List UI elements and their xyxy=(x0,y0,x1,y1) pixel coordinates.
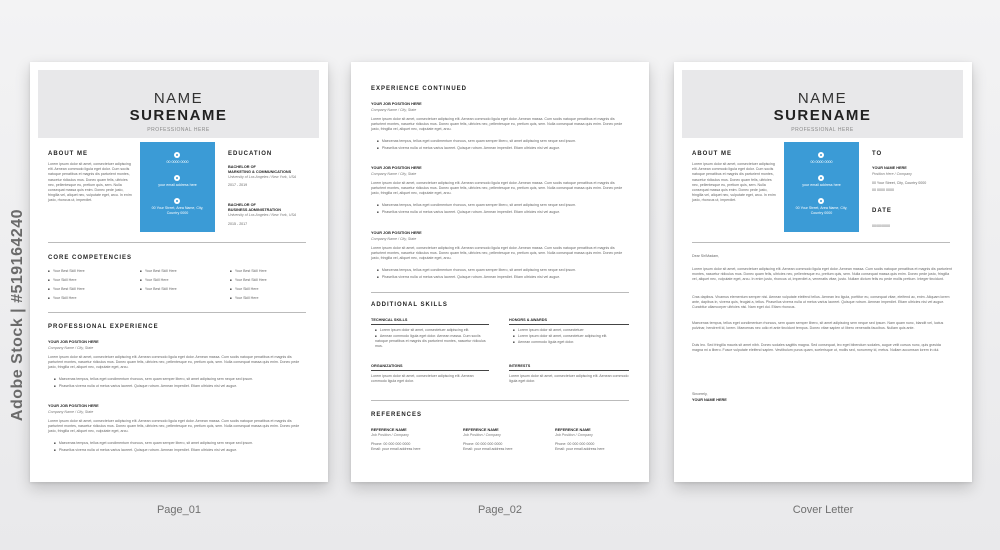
column-rule xyxy=(371,370,489,371)
job-company: Company Name / City, State xyxy=(371,172,417,176)
letter-paragraph: Duis leo. Sed fringilla mauris sit amet nibh. Donec sodales sagittis magna. Sed consequat, leo eget bibendum sodales, augue velit cursus nunc, quis gravida magna mi a libero. Fusce vulputate eleifend sapien. Vestibulum purus quam, scelerisque ut, mollis sed, nonummy id, metus. Nullam accumsan lorem in dui. xyxy=(692,343,941,353)
email-icon xyxy=(818,175,824,181)
reference-name: REFERENCE NAME xyxy=(371,428,407,432)
recipient-phone: 00 0000 0000 xyxy=(872,188,894,192)
first-name: NAME xyxy=(797,90,848,107)
caption-page-1: Page_01 xyxy=(156,504,202,516)
skill-item: ■ Your Skill Here xyxy=(230,287,258,292)
about-me-heading: ABOUT ME xyxy=(48,151,88,157)
reference-phone: Phone: 00 000 000 0000 xyxy=(555,442,595,446)
edu-years-1: 2017 - 2019 xyxy=(228,183,248,187)
contact-email: your email address here xyxy=(802,183,841,187)
core-competencies-heading: CORE COMPETENCIES xyxy=(48,255,133,261)
contact-card xyxy=(140,142,215,232)
skill-item: ■ Your Best Skill Here xyxy=(48,269,85,274)
job-title: YOUR JOB POSITION HERE xyxy=(371,102,422,106)
job-bullet: ■ Phasellus viverra nulla ut metus varius laoreet. Quisque rutrum. Aenean imperdiet. Etiam ultricies nisi vel augue. xyxy=(54,448,304,453)
interests-text: Lorem ipsum dolor sit amet, consectetuer adipiscing elit. Aenean commodo ligula eget dolor. xyxy=(509,374,629,384)
job-description: Lorem ipsum dolor sit amet, consectetuer adipiscing elit. Aenean commodo ligula eget dolor. Aenean massa. Cum sociis natoque penatibus et magnis dis parturient montes, nascetur ridiculus mus. Donec quam felis, ultricies nec, pellentesque eu, pretium quis, sem. Nulla consequat massa quis enim. Donec pede justo, fringilla vel, aliquet nec, vulputate eget, arcu. xyxy=(48,419,300,434)
job-title: YOUR JOB POSITION HERE xyxy=(48,404,99,408)
technical-skills-title: TECHNICAL SKILLS xyxy=(371,318,408,322)
about-me-heading: ABOUT ME xyxy=(692,151,732,157)
contact-card xyxy=(784,142,859,232)
caption-page-2: Page_02 xyxy=(477,504,523,516)
letter-paragraph: Lorem ipsum dolor sit amet, consectetuer adipiscing elit. Aenean commodo ligula eget dolor. Aenean massa. Cum sociis natoque penatibus et magnis dis parturient montes, nascetur ridiculus mus. Donec quam felis, ultricies nec, pellentesque eu, pretium quis, sem. Nulla consequat massa quis enim. Donec pede justo, fringilla vel, aliquet nec, vulputate eget, arcu. In enim justo, rhoncus ut, imperdiet a, venenatis vitae, justo. Nullam dictum felis eu pede mollis pretium. Integer tincidunt. xyxy=(692,267,952,282)
job-title: YOUR JOB POSITION HERE xyxy=(371,231,422,235)
reference-position: Job Position / Company xyxy=(463,433,501,437)
contact-address: 00 Your Street, Area Name, City, Country 0000 xyxy=(151,206,204,215)
honors-item: ■ Lorem ipsum dolor sit amet, consectetuer xyxy=(513,328,629,333)
caption-cover-letter: Cover Letter xyxy=(792,504,854,516)
additional-skills-heading: ADDITIONAL SKILLS xyxy=(371,302,448,308)
resume-page-2 xyxy=(351,62,649,482)
job-bullet: ■ Maecenas tempus, tellus eget condimentum rhoncus, sem quam semper libero, sit amet adipiscing sem neque sed ipsum. xyxy=(54,441,304,446)
divider xyxy=(692,242,950,243)
honors-awards-title: HONORS & AWARDS xyxy=(509,318,548,322)
job-company: Company Name / City, State xyxy=(371,237,417,241)
column-rule xyxy=(509,324,629,325)
experience-continued-heading: EXPERIENCE CONTINUED xyxy=(371,86,468,92)
job-description: Lorem ipsum dolor sit amet, consectetuer adipiscing elit. Aenean commodo ligula eget dolor. Aenean massa. Cum sociis natoque penatibus et magnis dis parturient montes, nascetur ridiculus mus. Donec quam felis, ultricies nec, pellentesque eu, pretium quis, sem. Nulla consequat massa quis enim. Donec pede justo, fringilla vel, aliquet nec, vulputate eget, arcu. xyxy=(371,117,623,132)
edu-school-2: University of Los Angeles / New York, USA xyxy=(228,213,297,217)
job-description: Lorem ipsum dolor sit amet, consectetuer adipiscing elit. Aenean commodo ligula eget dolor. Aenean massa. Cum sociis natoque penatibus et magnis dis parturient montes, nascetur ridiculus mus. Donec quam felis, ultricies nec, pellentesque eu, pretium quis, sem. Nulla consequat massa quis enim. Donec pede justo, fringilla vel, aliquet nec, vulputate eget, arcu. xyxy=(48,355,300,370)
divider xyxy=(48,242,306,243)
edu-degree-2a: BACHELOR OF xyxy=(228,203,256,207)
honors-item: ■ Aenean commodo ligula eget dolor. xyxy=(513,340,629,345)
reference-email: Email: your email address here xyxy=(371,447,421,451)
edu-degree-1b: MARKETING & COMMUNICATIONS xyxy=(228,170,292,174)
letter-paragraph: Maecenas tempus, tellus eget condimentum rhoncus, sem quam semper libero, sit amet adipiscing sem neque sed ipsum. Nam quam nunc, blandit vel, luctus pulvinar, hendrerit id, lorem. Maecenas nec odio et ante tincidunt tempus. Donec vitae sapien ut libero venenatis faucibus. Nullam quis ante. xyxy=(692,321,944,331)
edu-degree-2b: BUSINESS ADMINISTRATION xyxy=(228,208,281,212)
skill-item: ■ Your Skill Here xyxy=(48,278,76,283)
job-company: Company Name / City, State xyxy=(371,108,417,112)
contact-phone: 00 0000 0000 xyxy=(166,160,189,164)
recipient-position: Position Here / Company xyxy=(872,172,912,176)
job-bullet: ■ Phasellus viverra nulla ut metus varius laoreet. Quisque rutrum. Aenean imperdiet. Etiam ultricies nisi vel augue. xyxy=(377,275,627,280)
about-me-text: Lorem ipsum dolor sit amet, consectetuer adipiscing elit. Aenean commodo ligula eget dolor. Cum sociis natoque penatibus et magnis dis parturient montes, nascetur ridiculus mus. Donec quam felis, ultricies nec, pellentesque eu, pretium quis, sem. Nulla consequat massa quis enim. Donec pede justo, fringilla vel, aliquet nec, vulputate eget, arcu. In enim justo, rhoncus ut, imperdiet. xyxy=(692,162,776,203)
job-title: YOUR JOB POSITION HERE xyxy=(371,166,422,170)
to-heading: TO xyxy=(872,151,883,157)
job-description: Lorem ipsum dolor sit amet, consectetuer adipiscing elit. Aenean commodo ligula eget dolor. Aenean massa. Cum sociis natoque penatibus et magnis dis parturient montes, nascetur ridiculus mus. Donec quam felis, ultricies nec, pellentesque eu, pretium quis, sem. Nulla consequat massa quis enim. Donec pede justo, fringilla vel, aliquet nec, vulputate eget, arcu. xyxy=(371,246,623,261)
column-rule xyxy=(371,324,489,325)
reference-phone: Phone: 00 000 000 0000 xyxy=(371,442,411,446)
phone-icon xyxy=(174,152,180,158)
organizations-title: ORGANIZATIONS xyxy=(371,364,403,368)
contact-address: 00 Your Street, Area Name, City, Country 0000 xyxy=(795,206,848,215)
job-bullet: ■ Maecenas tempus, tellus eget condimentum rhoncus, sem quam semper libero, sit amet adipiscing sem neque sed ipsum. xyxy=(377,268,627,273)
resume-page-1 xyxy=(30,62,328,482)
skill-item: ■ Your Best Skill Here xyxy=(48,287,85,292)
phone-icon xyxy=(818,152,824,158)
edu-years-2: 2015 - 2017 xyxy=(228,222,248,226)
salutation: Dear Sir/Madam, xyxy=(692,254,720,258)
job-bullet: ■ Maecenas tempus, tellus eget condimentum rhoncus, sem quam semper libero, sit amet adipiscing sem neque sed ipsum. xyxy=(377,203,627,208)
date-value: 00/00/0000 xyxy=(872,224,890,228)
job-bullet: ■ Maecenas tempus, tellus eget condimentum rhoncus, sem quam semper libero, sit amet adipiscing sem neque sed ipsum. xyxy=(54,377,304,382)
column-rule xyxy=(509,370,629,371)
reference-name: REFERENCE NAME xyxy=(555,428,591,432)
contact-phone: 00 0000 0000 xyxy=(810,160,833,164)
technical-item: ■ Lorem ipsum dolor sit amet, consectetuer adipiscing elit. xyxy=(375,328,491,333)
skill-item: ■ Your Best Skill Here xyxy=(230,278,267,283)
location-icon xyxy=(818,198,824,204)
skill-item: ■ Your Skill Here xyxy=(230,296,258,301)
cover-letter-page xyxy=(674,62,972,482)
letter-paragraph: Cras dapibus. Vivamus elementum semper nisi. Aenean vulputate eleifend tellus. Aenean leo ligula, porttitor eu, consequat vitae, eleifend ac, enim. Aliquam lorem ante, dapibus in, viverra quis, feugiat a, tellus. Phasellus viverra nulla ut metus varius laoreet. Quisque rutrum. Aenean imperdiet. Etiam ultricies nisi vel augue. Curabitur ullamcorper ultricies nisi. Nam eget dui. Etiam rhoncus. xyxy=(692,295,950,310)
reference-position: Job Position / Company xyxy=(371,433,409,437)
reference-position: Job Position / Company xyxy=(555,433,593,437)
profession-title: PROFESSIONAL HERE xyxy=(147,127,210,133)
references-heading: REFERENCES xyxy=(371,412,423,418)
professional-experience-heading: PROFESSIONAL EXPERIENCE xyxy=(48,324,159,330)
job-company: Company Name / City, State xyxy=(48,346,94,350)
name-header-band xyxy=(682,70,963,138)
job-title: YOUR JOB POSITION HERE xyxy=(48,340,99,344)
skill-item: ■ Your Best Skill Here xyxy=(140,269,177,274)
job-bullet: ■ Phasellus viverra nulla ut metus varius laoreet. Quisque rutrum. Aenean imperdiet. Etiam ultricies nisi vel augue. xyxy=(377,146,627,151)
edu-school-1: University of Los Angeles / New York, USA xyxy=(228,175,297,179)
signature-name: YOUR NAME HERE xyxy=(692,398,727,402)
honors-item: ■ Lorem ipsum dolor sit amet, consectetuer adipiscing elit. xyxy=(513,334,629,339)
contact-email: your email address here xyxy=(158,183,197,187)
reference-email: Email: your email address here xyxy=(555,447,605,451)
job-bullet: ■ Phasellus viverra nulla ut metus varius laoreet. Quisque rutrum. Aenean imperdiet. Etiam ultricies nisi vel augue. xyxy=(377,210,627,215)
skill-item: ■ Your Skill Here xyxy=(48,296,76,301)
first-name: NAME xyxy=(153,90,204,107)
location-icon xyxy=(174,198,180,204)
watermark-text: Adobe Stock | #519164240 xyxy=(9,208,26,422)
last-name: SURENAME xyxy=(129,107,228,124)
closing: Sincerely, xyxy=(692,392,708,396)
recipient-name: YOUR NAME HERE xyxy=(872,166,907,170)
about-me-text: Lorem ipsum dolor sit amet, consectetuer adipiscing elit. Aenean commodo ligula eget dolor. Cum sociis natoque penatibus et magnis dis parturient montes, nascetur ridiculus mus. Donec quam felis, ultricies nec, pellentesque eu, pretium quis, sem. Nulla consequat massa quis enim. Donec pede justo, fringilla vel, aliquet nec, vulputate eget, arcu. In enim justo, rhoncus ut, imperdiet. xyxy=(48,162,132,203)
skill-item: ■ Your Skill Here xyxy=(140,278,168,283)
skill-item: ■ Your Best Skill Here xyxy=(140,287,177,292)
skill-item: ■ Your Best Skill Here xyxy=(230,269,267,274)
email-icon xyxy=(174,175,180,181)
edu-degree-1a: BACHELOR OF xyxy=(228,165,256,169)
interests-title: INTERESTS xyxy=(509,364,531,368)
divider xyxy=(371,292,629,293)
date-heading: DATE xyxy=(872,208,892,214)
recipient-address: 00 Your Street, City, Country 0000 xyxy=(872,181,927,185)
job-description: Lorem ipsum dolor sit amet, consectetuer adipiscing elit. Aenean commodo ligula eget dolor. Aenean massa. Cum sociis natoque penatibus et magnis dis parturient montes, nascetur ridiculus mus. Donec quam felis, ultricies nec, pellentesque eu, pretium quis, sem. Nulla consequat massa quis enim. Donec pede justo, fringilla vel, aliquet nec, vulputate eget, arcu. xyxy=(371,181,623,196)
reference-name: REFERENCE NAME xyxy=(463,428,499,432)
divider xyxy=(371,400,629,401)
last-name: SURENAME xyxy=(773,107,872,124)
reference-email: Email: your email address here xyxy=(463,447,513,451)
job-company: Company Name / City, State xyxy=(48,410,94,414)
education-heading: EDUCATION xyxy=(228,151,273,157)
technical-item: ■ Aenean commodo ligula eget dolor. Aenean massa. Cum sociis natoque penatibus et magnis dis parturient montes, nascetur ridiculus mus. xyxy=(375,334,491,350)
profession-title: PROFESSIONAL HERE xyxy=(791,127,854,133)
organizations-text: Lorem ipsum dolor sit amet, consectetuer adipiscing elit. Aenean commodo ligula eget dolor. xyxy=(371,374,474,384)
divider xyxy=(48,312,306,313)
job-bullet: ■ Phasellus viverra nulla ut metus varius laoreet. Quisque rutrum. Aenean imperdiet. Etiam ultricies nisi vel augue. xyxy=(54,384,304,389)
job-bullet: ■ Maecenas tempus, tellus eget condimentum rhoncus, sem quam semper libero, sit amet adipiscing sem neque sed ipsum. xyxy=(377,139,627,144)
reference-phone: Phone: 00 000 000 0000 xyxy=(463,442,503,446)
name-header-band xyxy=(38,70,319,138)
